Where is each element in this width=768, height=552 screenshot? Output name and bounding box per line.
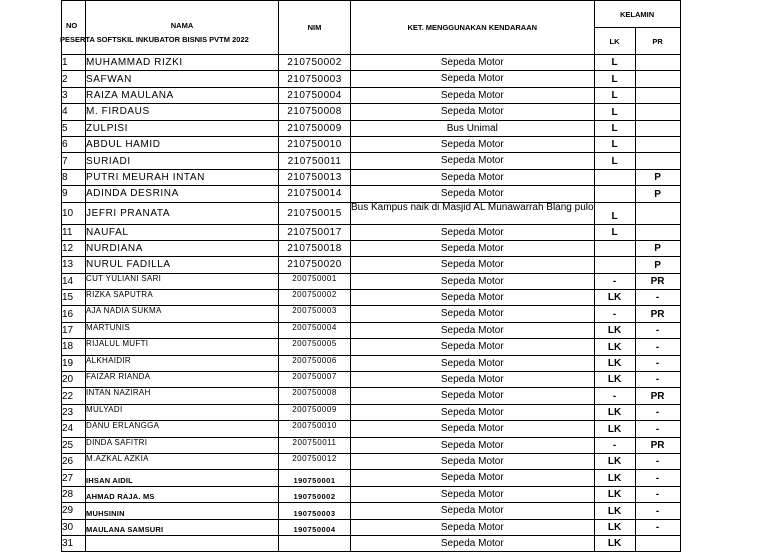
row-nama: IHSAN AIDIL [86, 470, 279, 486]
row-kendaraan: Sepeda Motor [351, 372, 595, 388]
row-nama: MAULANA SAMSURI [86, 519, 279, 535]
row-kendaraan: Sepeda Motor [351, 404, 595, 420]
table-row [62, 290, 681, 306]
row-nim: 200750011 [279, 437, 351, 453]
row-pr: - [635, 453, 680, 469]
row-number: 14 [62, 273, 86, 289]
row-nama: ZULPISI [86, 120, 279, 136]
row-kendaraan: Sepeda Motor [351, 55, 595, 71]
row-number: 2 [62, 71, 86, 87]
row-lk: LK [594, 290, 635, 306]
row-nim: 200750009 [279, 404, 351, 420]
row-pr [635, 87, 680, 103]
header-lk: LK [594, 28, 635, 55]
row-lk: L [594, 55, 635, 71]
row-kendaraan: Sepeda Motor [351, 273, 595, 289]
row-nama: MUHAMMAD RIZKI [86, 55, 279, 71]
row-lk: LK [594, 535, 635, 551]
row-number: 31 [62, 535, 86, 551]
row-pr: P [635, 257, 680, 273]
row-nim: 210750003 [279, 71, 351, 87]
row-kendaraan: Sepeda Motor [351, 240, 595, 256]
table-body [62, 55, 681, 552]
row-number: 4 [62, 104, 86, 120]
row-number: 9 [62, 186, 86, 202]
table-row [62, 120, 681, 136]
row-pr [635, 535, 680, 551]
row-number: 3 [62, 87, 86, 103]
table-row [62, 453, 681, 469]
row-number: 25 [62, 437, 86, 453]
row-pr: P [635, 169, 680, 185]
row-kendaraan: Sepeda Motor [351, 503, 595, 519]
row-kendaraan: Sepeda Motor [351, 355, 595, 371]
table-row [62, 104, 681, 120]
row-nim: 200750003 [279, 306, 351, 322]
row-kendaraan: Sepeda Motor [351, 388, 595, 404]
row-nama: INTAN NAZIRAH [86, 388, 279, 404]
row-nim: 190750004 [279, 519, 351, 535]
row-kendaraan: Sepeda Motor [351, 224, 595, 240]
row-pr: PR [635, 306, 680, 322]
row-pr [635, 120, 680, 136]
table-row [62, 306, 681, 322]
row-kendaraan: Sepeda Motor [351, 169, 595, 185]
row-number: 1 [62, 55, 86, 71]
row-lk: LK [594, 453, 635, 469]
row-pr: - [635, 503, 680, 519]
table-row [62, 519, 681, 535]
row-nim: 190750002 [279, 486, 351, 502]
row-nama: ABDUL HAMID [86, 136, 279, 152]
table-row [62, 388, 681, 404]
row-kendaraan: Sepeda Motor [351, 153, 595, 169]
row-pr: - [635, 290, 680, 306]
row-nim [279, 535, 351, 551]
row-kendaraan: Sepeda Motor [351, 71, 595, 87]
table-row [62, 372, 681, 388]
row-lk [594, 240, 635, 256]
row-number: 11 [62, 224, 86, 240]
row-lk: LK [594, 519, 635, 535]
row-nim: 200750008 [279, 388, 351, 404]
row-kendaraan: Sepeda Motor [351, 519, 595, 535]
row-nim: 200750001 [279, 273, 351, 289]
table-row [62, 169, 681, 185]
row-lk: L [594, 120, 635, 136]
row-nama: MARTUNIS [86, 322, 279, 338]
row-pr: - [635, 519, 680, 535]
row-lk [594, 169, 635, 185]
row-nim: 210750011 [279, 153, 351, 169]
row-nama: NURDIANA [86, 240, 279, 256]
row-nim: 200750002 [279, 290, 351, 306]
row-nama [86, 535, 279, 551]
row-nama: AJA NADIA SUKMA [86, 306, 279, 322]
row-lk: L [594, 71, 635, 87]
row-kendaraan: Sepeda Motor [351, 136, 595, 152]
row-kendaraan: Sepeda Motor [351, 339, 595, 355]
row-number: 6 [62, 136, 86, 152]
row-pr [635, 104, 680, 120]
table-row [62, 339, 681, 355]
header-ket: KET. MENGGUNAKAN KENDARAAN [351, 1, 595, 55]
row-number: 30 [62, 519, 86, 535]
table-row [62, 470, 681, 486]
row-pr: P [635, 240, 680, 256]
header-kelamin: KELAMIN [594, 1, 680, 28]
row-kendaraan: Sepeda Motor [351, 87, 595, 103]
row-lk: L [594, 87, 635, 103]
row-pr: - [635, 322, 680, 338]
row-kendaraan: Sepeda Motor [351, 322, 595, 338]
row-number: 26 [62, 453, 86, 469]
row-number: 28 [62, 486, 86, 502]
row-lk: - [594, 306, 635, 322]
row-lk: LK [594, 355, 635, 371]
row-nim: 200750012 [279, 453, 351, 469]
row-kendaraan: Sepeda Motor [351, 486, 595, 502]
row-pr: - [635, 355, 680, 371]
row-nama: PUTRI MEURAH INTAN [86, 169, 279, 185]
row-nama: RAIZA MAULANA [86, 87, 279, 103]
row-lk: LK [594, 486, 635, 502]
table-row [62, 136, 681, 152]
row-pr: - [635, 421, 680, 437]
row-number: 20 [62, 372, 86, 388]
row-nama: ADINDA DESRINA [86, 186, 279, 202]
row-lk [594, 186, 635, 202]
row-nama: RIJALUL MUFTI [86, 339, 279, 355]
row-pr [635, 55, 680, 71]
row-nama: JEFRI PRANATA [86, 202, 279, 224]
row-nim: 190750001 [279, 470, 351, 486]
row-number: 19 [62, 355, 86, 371]
row-number: 13 [62, 257, 86, 273]
row-number: 24 [62, 421, 86, 437]
row-kendaraan: Sepeda Motor [351, 535, 595, 551]
row-lk: LK [594, 372, 635, 388]
table-row [62, 273, 681, 289]
row-nama: AHMAD RAJA. MS [86, 486, 279, 502]
header-nama-subtitle: PESERTA SOFTSKIL INKUBATOR BISNIS PVTM 2022 [60, 35, 249, 44]
row-lk: LK [594, 404, 635, 420]
table-row [62, 55, 681, 71]
table-row [62, 404, 681, 420]
row-kendaraan: Sepeda Motor [351, 470, 595, 486]
row-pr [635, 224, 680, 240]
row-nama: NURUL FADILLA [86, 257, 279, 273]
row-pr: PR [635, 388, 680, 404]
row-nim: 210750013 [279, 169, 351, 185]
row-kendaraan: Sepeda Motor [351, 186, 595, 202]
row-number: 12 [62, 240, 86, 256]
row-nama: DANU ERLANGGA [86, 421, 279, 437]
row-kendaraan: Bus Unimal [351, 120, 595, 136]
row-pr [635, 71, 680, 87]
row-nim: 210750015 [279, 202, 351, 224]
row-number: 8 [62, 169, 86, 185]
row-number: 7 [62, 153, 86, 169]
table-row [62, 186, 681, 202]
table-row [62, 421, 681, 437]
table-row [62, 224, 681, 240]
table-row [62, 322, 681, 338]
row-nama: NAUFAL [86, 224, 279, 240]
row-pr: P [635, 186, 680, 202]
row-nama: MULYADI [86, 404, 279, 420]
row-lk: - [594, 273, 635, 289]
row-pr [635, 136, 680, 152]
row-nim: 200750005 [279, 339, 351, 355]
row-lk: LK [594, 322, 635, 338]
table-row [62, 486, 681, 502]
row-number: 23 [62, 404, 86, 420]
row-pr: - [635, 486, 680, 502]
row-nim: 200750010 [279, 421, 351, 437]
row-nama: SURIADI [86, 153, 279, 169]
row-lk: L [594, 136, 635, 152]
row-number: 15 [62, 290, 86, 306]
row-nama: M.AZKAL AZKIA [86, 453, 279, 469]
table-row [62, 87, 681, 103]
row-lk: L [594, 202, 635, 224]
row-kendaraan: Sepeda Motor [351, 306, 595, 322]
header-no: NO [62, 1, 86, 55]
table-row [62, 202, 681, 224]
row-nim: 210750018 [279, 240, 351, 256]
row-lk: L [594, 104, 635, 120]
row-lk: LK [594, 503, 635, 519]
row-lk: - [594, 388, 635, 404]
row-nim: 210750009 [279, 120, 351, 136]
row-kendaraan: Sepeda Motor [351, 453, 595, 469]
row-nim: 210750020 [279, 257, 351, 273]
row-nama: ALKHAIDIR [86, 355, 279, 371]
row-number: 10 [62, 202, 86, 224]
row-lk: - [594, 437, 635, 453]
row-nim: 210750008 [279, 104, 351, 120]
row-nama: SAFWAN [86, 71, 279, 87]
row-kendaraan: Sepeda Motor [351, 290, 595, 306]
row-nim: 210750017 [279, 224, 351, 240]
row-lk: L [594, 153, 635, 169]
row-pr [635, 153, 680, 169]
row-nama: CUT YULIANI SARI [86, 273, 279, 289]
row-number: 18 [62, 339, 86, 355]
row-lk: LK [594, 339, 635, 355]
row-nim: 210750002 [279, 55, 351, 71]
row-number: 16 [62, 306, 86, 322]
row-pr: PR [635, 273, 680, 289]
header-nama-label: NAMA [170, 21, 194, 30]
table-row [62, 503, 681, 519]
row-kendaraan: Sepeda Motor [351, 437, 595, 453]
row-nim: 210750004 [279, 87, 351, 103]
row-kendaraan: Bus Kampus naik di Masjid AL Munawarrah Blang pulo [351, 202, 595, 224]
row-nama: DINDA SAFITRI [86, 437, 279, 453]
row-nama: RIZKA SAPUTRA [86, 290, 279, 306]
table-row [62, 535, 681, 551]
row-lk: L [594, 224, 635, 240]
row-number: 29 [62, 503, 86, 519]
row-nama: M. FIRDAUS [86, 104, 279, 120]
row-pr: PR [635, 437, 680, 453]
table-row [62, 240, 681, 256]
row-pr: - [635, 404, 680, 420]
row-kendaraan: Sepeda Motor [351, 421, 595, 437]
row-kendaraan: Sepeda Motor [351, 257, 595, 273]
row-lk [594, 257, 635, 273]
table-row [62, 437, 681, 453]
row-nama: MUHSININ [86, 503, 279, 519]
participant-table [61, 0, 681, 552]
table-row [62, 153, 681, 169]
row-kendaraan: Sepeda Motor [351, 104, 595, 120]
row-pr: - [635, 372, 680, 388]
row-nim: 200750006 [279, 355, 351, 371]
row-nim: 200750004 [279, 322, 351, 338]
row-number: 27 [62, 470, 86, 486]
row-nim: 190750003 [279, 503, 351, 519]
table-row [62, 257, 681, 273]
row-lk: LK [594, 470, 635, 486]
table-row [62, 355, 681, 371]
row-lk: LK [594, 421, 635, 437]
row-pr: - [635, 470, 680, 486]
row-number: 17 [62, 322, 86, 338]
header-pr: PR [635, 28, 680, 55]
row-number: 22 [62, 388, 86, 404]
row-pr [635, 202, 680, 224]
row-nama: FAIZAR RIANDA [86, 372, 279, 388]
row-pr: - [635, 339, 680, 355]
row-nim: 210750010 [279, 136, 351, 152]
row-nim: 210750014 [279, 186, 351, 202]
row-nim: 200750007 [279, 372, 351, 388]
table-row [62, 71, 681, 87]
row-number: 5 [62, 120, 86, 136]
header-nim: NIM [279, 1, 351, 55]
